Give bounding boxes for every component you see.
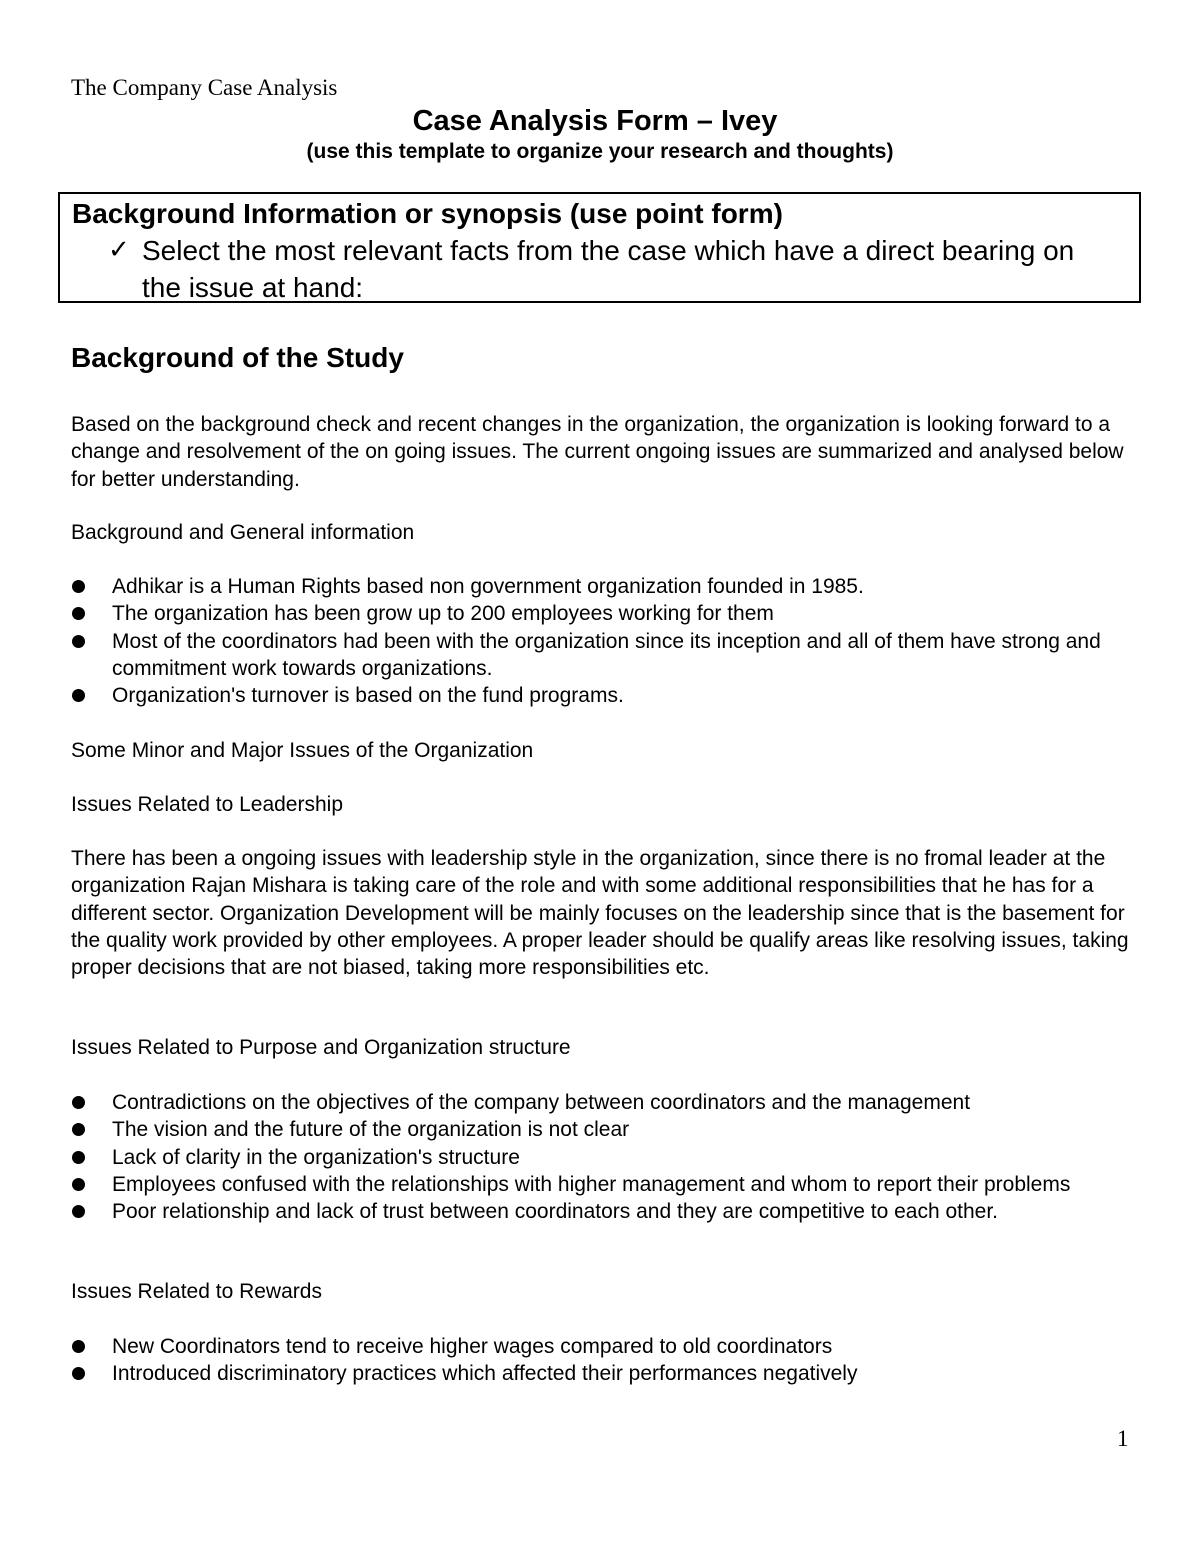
general-info-heading: Background and General information [71, 521, 415, 544]
bullet-icon [72, 689, 85, 702]
bullet-icon [72, 580, 85, 593]
rewards-issues-list [71, 1333, 1141, 1388]
background-info-box [58, 192, 1141, 303]
list-item-text: Introduced discriminatory practices which affected their performances negatively [112, 1362, 858, 1386]
list-item [71, 573, 1141, 600]
general-info-list [71, 573, 1141, 709]
structure-issues-list [71, 1089, 1141, 1225]
list-item [71, 1198, 1141, 1225]
bullet-icon [72, 1151, 85, 1164]
bullet-icon [72, 1178, 85, 1191]
list-item [71, 628, 1141, 683]
issues-heading: Some Minor and Major Issues of the Organization [71, 739, 534, 762]
list-item-text: The organization has been grow up to 200 employees working for them [112, 602, 774, 626]
box-heading: Background Information or synopsis (use point form) [72, 198, 783, 229]
list-item-text: Contradictions on the objectives of the company between coordinators and the management [112, 1091, 971, 1114]
checkmark-icon: ✓ [108, 235, 130, 265]
list-item-text: Organization's turnover is based on the fund programs. [112, 684, 624, 708]
structure-heading: Issues Related to Purpose and Organization structure [71, 1036, 571, 1059]
list-item-text: Employees confused with the relationships with higher management and whom to report their problems [112, 1172, 1071, 1196]
leadership-heading: Issues Related to Leadership [71, 793, 344, 816]
box-instruction: Select the most relevant facts from the case which have a direct bearing on the issue at hand: [142, 235, 1075, 303]
bullet-icon [72, 1205, 85, 1218]
list-item [71, 1089, 1141, 1116]
list-item-text: Adhikar is a Human Rights based non government organization founded in 1985. [112, 575, 864, 598]
bullet-icon [72, 607, 85, 620]
list-item [71, 1144, 1141, 1171]
intro-paragraph: Based on the background check and recent changes in the organization, the organization is looking forward to a change and resolvement of the on going issues. The current ongoing issues are summarized and analysed below for better understanding. [71, 413, 1124, 491]
list-item [71, 1116, 1141, 1143]
section-title: Background of the Study [71, 342, 404, 373]
rewards-heading: Issues Related to Rewards [71, 1280, 322, 1303]
list-item [71, 682, 1141, 709]
list-item-text: Poor relationship and lack of trust between coordinators and they are competitive to each other. [112, 1200, 999, 1224]
list-item [71, 1333, 1141, 1360]
form-title: Case Analysis Form – Ivey [412, 105, 778, 137]
list-item [71, 1171, 1141, 1198]
bullet-icon [72, 1123, 85, 1136]
list-item-text: New Coordinators tend to receive higher wages compared to old coordinators [112, 1335, 833, 1358]
bullet-icon [72, 635, 85, 648]
list-item-text: Lack of clarity in the organization's structure [112, 1145, 520, 1169]
running-header: The Company Case Analysis [71, 75, 338, 100]
bullet-icon [72, 1367, 85, 1380]
list-item [71, 600, 1141, 627]
list-item-text: Most of the coordinators had been with the organization since its inception and all of them have strong and commitment work towards organizations. [112, 629, 1101, 680]
bullet-icon [72, 1340, 85, 1353]
list-item [71, 1360, 1141, 1387]
page-number: 1 [1117, 1426, 1129, 1451]
list-item-text: The vision and the future of the organization is not clear [112, 1118, 630, 1142]
form-subtitle: (use this template to organize your research and thoughts) [306, 140, 894, 163]
leadership-paragraph: There has been a ongoing issues with leadership style in the organization, since there is no fromal leader at the organization Rajan Mishara is taking care of the role and with some additional responsibilities that he has for a different sector. Organization Development will be mainly focuses on the leadership since that is the basement for the quality work provided by other employees. A proper leader should be qualify areas like resolving issues, taking proper decisions that are not biased, taking more responsibilities etc. [71, 847, 1129, 980]
bullet-icon [72, 1096, 85, 1109]
